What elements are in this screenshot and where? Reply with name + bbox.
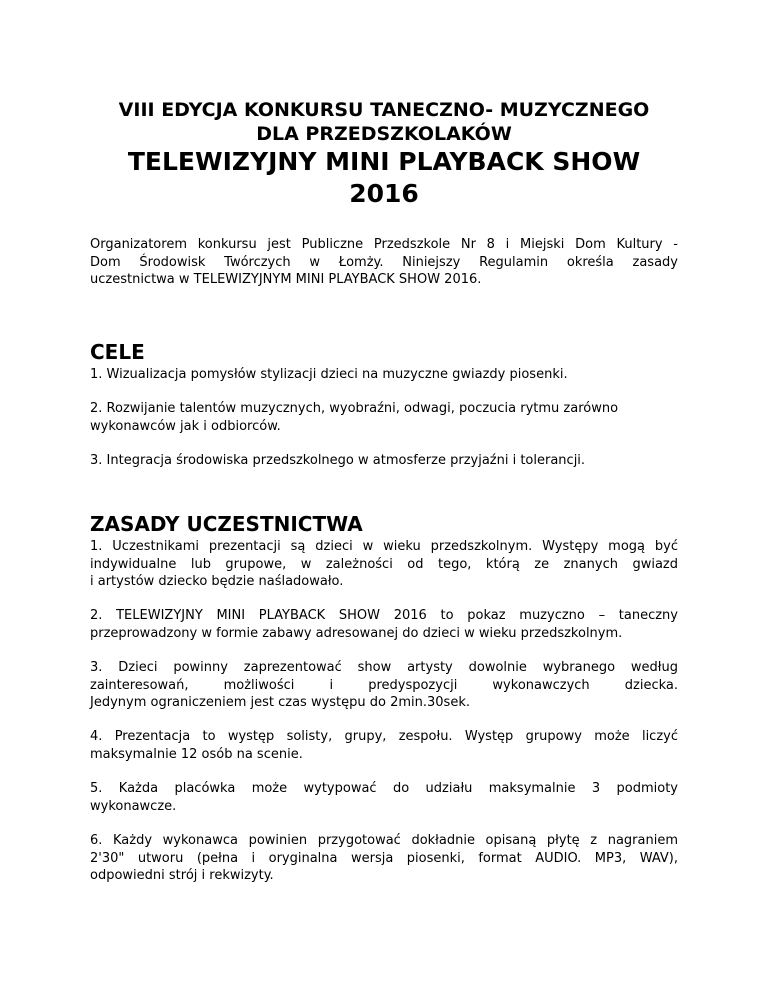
header-line-1: VIII EDYCJA KONKURSU TANECZNO- MUZYCZNEGO bbox=[118, 99, 650, 121]
zasady-item-1-line-2: indywidualne lub grupowe, w zależności od tego, którą ze znanych gwiazd bbox=[90, 556, 678, 572]
cele-item-3 bbox=[90, 452, 678, 470]
zasady-item-1-line-3: i artystów dziecko będzie naśladowało. bbox=[90, 574, 344, 589]
zasady-item-1 bbox=[90, 538, 678, 591]
cele-item-1 bbox=[90, 366, 678, 384]
cele-item-3-line-1: 3. Integracja środowiska przedszkolnego w atmosferze przyjaźni i tolerancji. bbox=[90, 453, 586, 468]
zasady-item-2-line-2: przeprowadzony w formie zabawy adresowanej do dzieci w wieku przedszkolnym. bbox=[90, 625, 623, 641]
document-title: TELEWIZYJNY MINI PLAYBACK SHOW 2016 bbox=[127, 147, 641, 208]
cele-item-2-line-2: wykonawców jak i odbiorców. bbox=[90, 418, 281, 434]
zasady-item-4-line-1: 4. Prezentacja to występ solisty, grupy, zespołu. Występ grupowy może liczyć bbox=[90, 729, 678, 744]
section-heading-cele: CELE bbox=[90, 340, 145, 364]
zasady-item-2-line-1: 2. TELEWIZYJNY MINI PLAYBACK SHOW 2016 to pokaz muzyczno – taneczny bbox=[90, 608, 678, 623]
zasady-item-1-line-1: 1. Uczestnikami prezentacji są dzieci w wieku przedszkolnym. Występy mogą być bbox=[90, 539, 678, 554]
section-heading-zasady: ZASADY UCZESTNICTWA bbox=[90, 512, 363, 536]
zasady-item-5-line-2: wykonawcze. bbox=[90, 798, 177, 814]
cele-item-2-line-1: 2. Rozwijanie talentów muzycznych, wyobraźni, odwagi, poczucia rytmu zarówno bbox=[90, 401, 619, 416]
cele-item-1-line-1: 1. Wizualizacja pomysłów stylizacji dzieci na muzyczne gwiazdy piosenki. bbox=[90, 367, 568, 382]
zasady-item-6-line-1: 6. Każdy wykonawca powinien przygotować dokładnie opisaną płytę z nagraniem bbox=[90, 833, 678, 848]
zasady-item-3-line-3: Jedynym ograniczeniem jest czas występu do 2min.30sek. bbox=[90, 695, 470, 710]
cele-item-2 bbox=[90, 400, 678, 435]
intro-line-1: Organizatorem konkursu jest Publiczne Przedszkole Nr 8 i Miejski Dom Kultury - bbox=[90, 237, 678, 252]
zasady-item-3-line-2: zainteresowań, możliwości i predyspozycji wykonawczych dziecka. bbox=[90, 677, 678, 693]
zasady-item-4 bbox=[90, 728, 678, 763]
zasady-item-3 bbox=[90, 659, 678, 712]
intro-line-2: Dom Środowisk Twórczych w Łomży. Niniejszy Regulamin określa zasady bbox=[90, 254, 678, 270]
zasady-item-3-line-1: 3. Dzieci powinny zaprezentować show artysty dowolnie wybranego według bbox=[90, 660, 678, 675]
zasady-item-5-line-1: 5. Każda placówka może wytypować do udziału maksymalnie 3 podmioty bbox=[90, 781, 678, 796]
zasady-item-6-line-3: odpowiedni strój i rekwizyty. bbox=[90, 868, 274, 883]
zasady-item-6-line-2: 2'30" utworu (pełna i oryginalna wersja piosenki, format AUDIO. MP3, WAV), bbox=[90, 850, 678, 866]
zasady-item-6 bbox=[90, 832, 678, 885]
header-line-2: DLA PRZEDSZKOLAKÓW bbox=[256, 123, 512, 145]
zasady-item-4-line-2: maksymalnie 12 osób na scenie. bbox=[90, 746, 303, 762]
zasady-item-5 bbox=[90, 780, 678, 815]
intro-line-3: uczestnictwa w TELEWIZYJNYM MINI PLAYBACK SHOW 2016. bbox=[90, 272, 482, 287]
zasady-item-2 bbox=[90, 607, 678, 642]
intro-paragraph bbox=[90, 236, 678, 289]
